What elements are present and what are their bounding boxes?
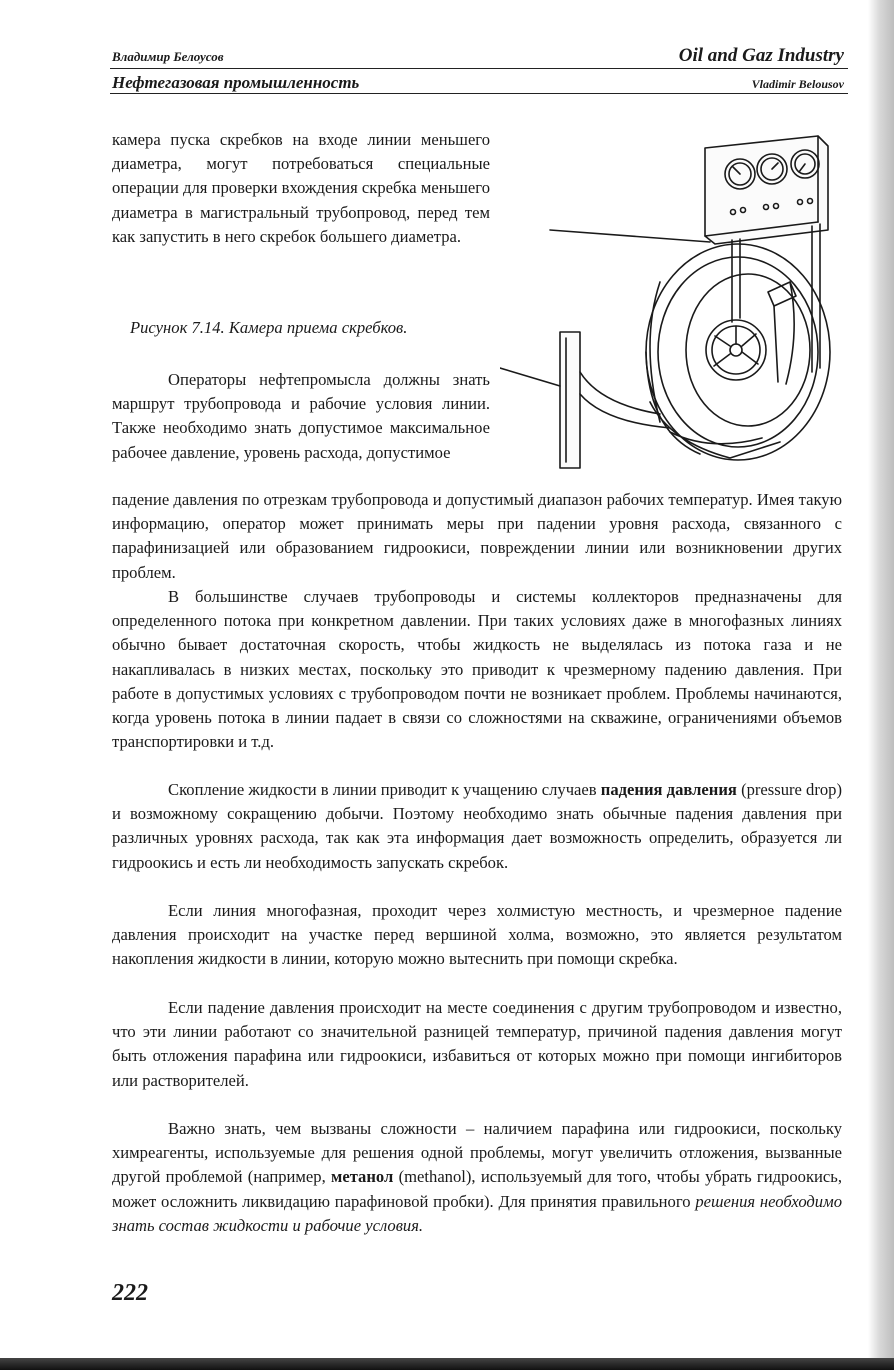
page-number: 222 (112, 1280, 148, 1306)
paragraph-operators-start: Операторы нефтепромысла должны знать маршрут трубопровода и рабочие условия линии. Также необходимо знать допустимое максимальное рабочее давление, уровень расхода, допустимое (112, 370, 490, 462)
running-header-title-en: Oil and Gaz Industry (678, 45, 844, 66)
header-rule-bottom (110, 93, 848, 94)
paragraph-chemicals (112, 1117, 842, 1238)
paragraph-liquid-accumulation (112, 778, 842, 875)
paragraph-junction-pressure-drop: Если падение давления происходит на месте соединения с другим трубопроводом и известно, что эти линии работают со значительной разницей температур, причиной падения давления могут быть отложения парафина или гидроокиси, избавиться от которых можно при помощи ингибиторов или растворителей. (112, 998, 842, 1090)
paragraph-pipeline-design: В большинстве случаев трубопроводы и системы коллекторов предназначены для определенного потока при конкретном давлении. При таких условиях даже в многофазных линиях обычно бывает достаточная скорость, чтобы жидкость не выделялась из потока газа и не накапливалась в низких местах, поскольку это приводит к чрезмерному падению давления. При работе в допустимых условиях с трубопроводом почти не возникает проблем. Проблемы начинаются, когда уровень потока в линии падает в связи со сложностями на скважине, ограничениями объемов транспортировки и т.д. (112, 587, 842, 752)
paragraph-multiphase-line: Если линия многофазная, проходит через холмистую местность, и чрезмерное падение давления происходит на участке перед вершиной холма, возможно, это является результатом накопления жидкости в линии, которую можно вытеснить при помощи скребка. (112, 901, 842, 969)
text-fragment-italic: решения необходимо знать состав жидкости и рабочие условия. (112, 1191, 842, 1235)
term-pressure-drop: падения давления (600, 780, 737, 799)
figure-caption: Рисунок 7.14. Камера приема скребков. (130, 318, 408, 337)
text-fragment: Скопление жидкости в линии приводит к учащению случаев (168, 780, 597, 799)
running-header-author-en: Vladimir Belousov (751, 77, 844, 91)
term-methanol: метанол (331, 1167, 394, 1187)
pig-receiver-illustration (500, 132, 846, 478)
text-fragment: (pressure drop) и возможному сокращению добычи. Поэтому необходимо знать обычные падения давления при различных уровнях расхода, так как эта информация дает возможность определить, образуется ли гидроокись и есть ли необходимость запускать скребок. (112, 780, 842, 872)
paragraph-pig-launcher: камера пуска скребков на входе линии меньшего диаметра, могут потребоваться специальные операции для проверки вхождения скребка меньшего диаметра в магистральный трубопровод, перед тем как запустить в него скребок большего диаметра. (112, 130, 490, 246)
header-rule-top (110, 68, 848, 69)
page-edge-shadow (868, 0, 894, 1370)
running-header-title-ru: Нефтегазовая промышленность (112, 73, 360, 92)
text-fragment: (methanol), используемый для того, чтобы убрать гидроокись, может осложнить ликвидацию парафиновой пробки). Для принятия правильного (112, 1167, 842, 1211)
paragraph-operators-continued: падение давления по отрезкам трубопровода и допустимый диапазон рабочих температур. Имея такую информацию, оператор может принимать меры при падении уровня расхода, связанного с парафинизацией или образованием гидроокиси, повреждении линии или возникновении других проблем. (112, 490, 842, 582)
text-fragment: Важно знать, чем вызваны сложности – наличием парафина или гидроокиси, поскольку химреагенты, используемые для решения одной проблемы, могут увеличить отложения, вызванные другой проблемой (например, (112, 1119, 842, 1187)
running-header-author-ru: Владимир Белоусов (112, 49, 224, 64)
scan-bottom-edge (0, 1358, 894, 1370)
